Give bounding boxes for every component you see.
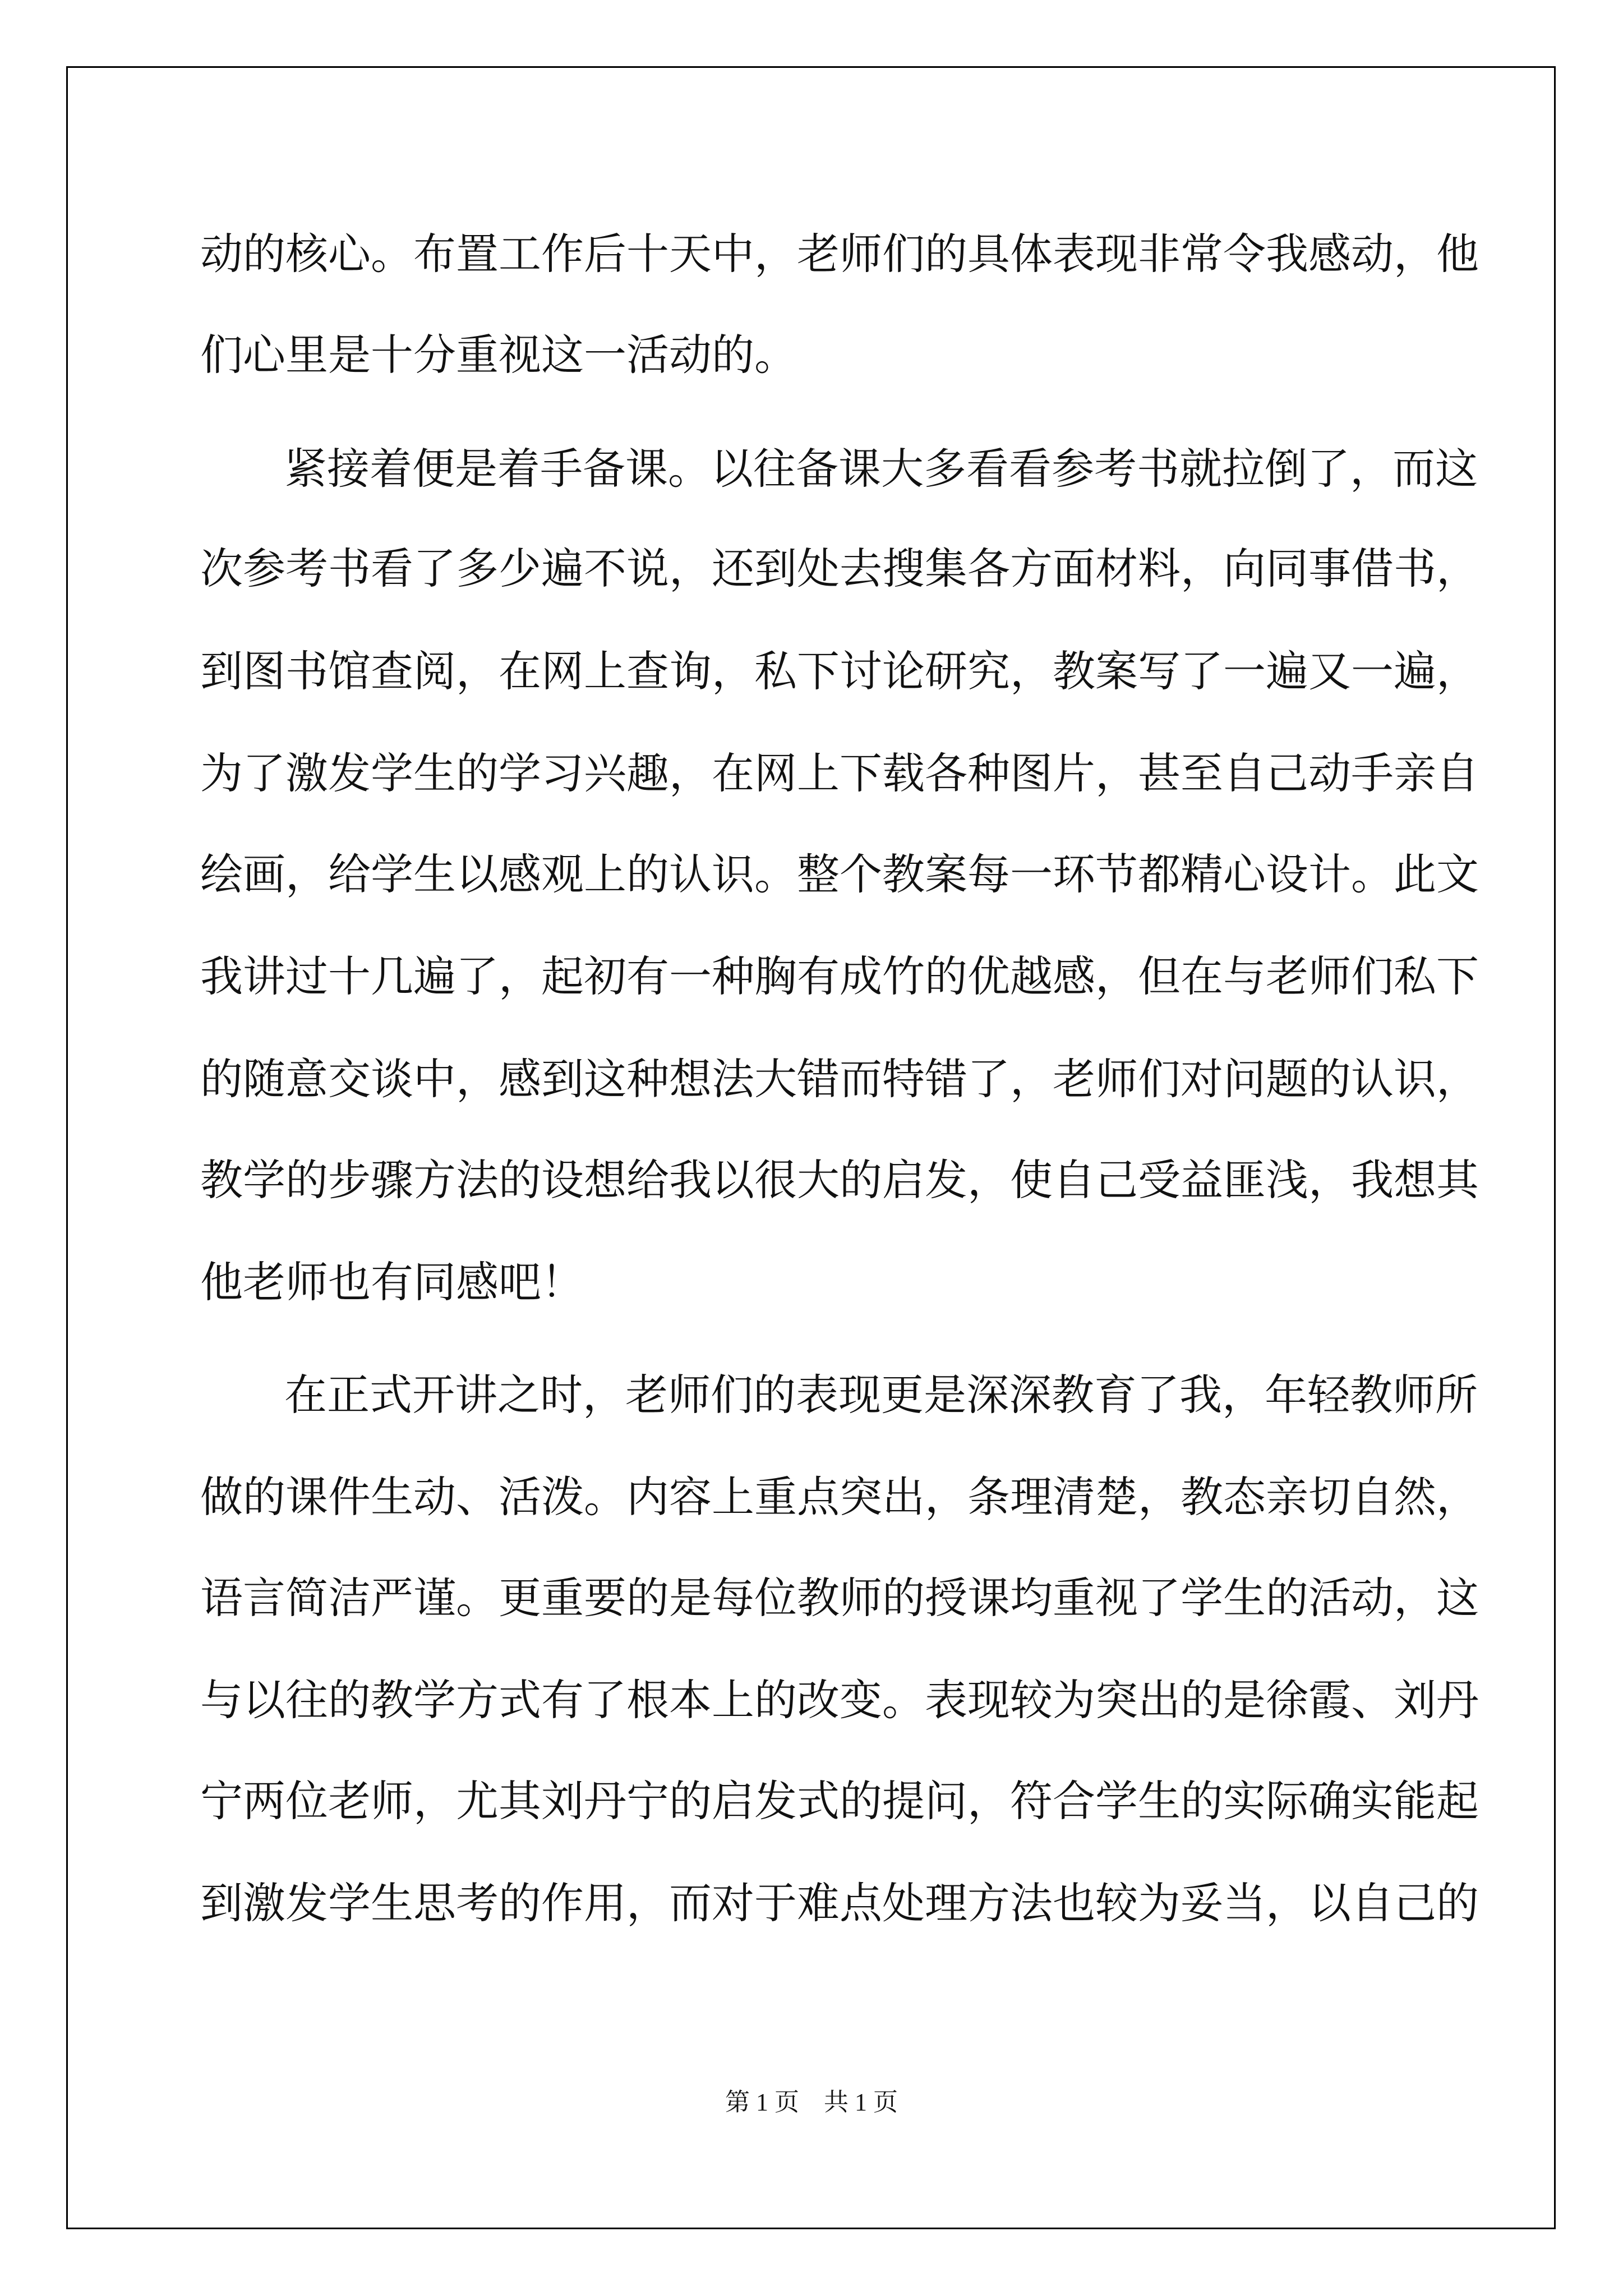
text-line: 紧接着便是着手备课。以往备课大多看看参考书就拉倒了，而这: [284, 444, 1478, 494]
text-line: 绘画，给学生以感观上的认识。整个教案每一环节都精心设计。此文: [200, 849, 1479, 899]
text-line: 宁两位老师，尤其刘丹宁的启发式的提问，符合学生的实际确实能起: [200, 1776, 1479, 1826]
text-line: 做的课件生动、活泼。内容上重点突出，条理清楚，教态亲切自然，: [200, 1472, 1479, 1522]
text-line: 教学的步骤方法的设想给我以很大的启发，使自己受益匪浅，我想其: [200, 1155, 1479, 1205]
text-line: 次参考书看了多少遍不说，还到处去搜集各方面材料，向同事借书，: [200, 544, 1479, 593]
text-line: 动的核心。布置工作后十天中，老师们的具体表现非常令我感动，他: [200, 229, 1479, 279]
text-line: 在正式开讲之时，老师们的表现更是深深教育了我，年轻教师所: [284, 1370, 1478, 1420]
text-line: 的随意交谈中，感到这种想法大错而特错了，老师们对问题的认识，: [200, 1054, 1479, 1104]
text-line: 到激发学生思考的作用，而对于难点处理方法也较为妥当，以自己的: [200, 1878, 1479, 1928]
text-line: 他老师也有同感吧！: [200, 1257, 584, 1307]
text-line: 我讲过十几遍了，起初有一种胸有成竹的优越感，但在与老师们私下: [200, 951, 1479, 1001]
text-line: 到图书馆查阅，在网上查询，私下讨论研究，教案写了一遍又一遍，: [200, 646, 1479, 696]
page-number-footer: 第 1 页 共 1 页: [725, 2088, 898, 2116]
text-line: 为了激发学生的学习兴趣，在网上下载各种图片，甚至自己动手亲自: [200, 748, 1479, 798]
text-line: 们心里是十分重视这一活动的。: [200, 330, 797, 380]
text-line: 语言简洁严谨。更重要的是每位教师的授课均重视了学生的活动，这: [200, 1573, 1479, 1623]
text-line: 与以往的教学方式有了根本上的改变。表现较为突出的是徐霞、刘丹: [200, 1675, 1479, 1725]
